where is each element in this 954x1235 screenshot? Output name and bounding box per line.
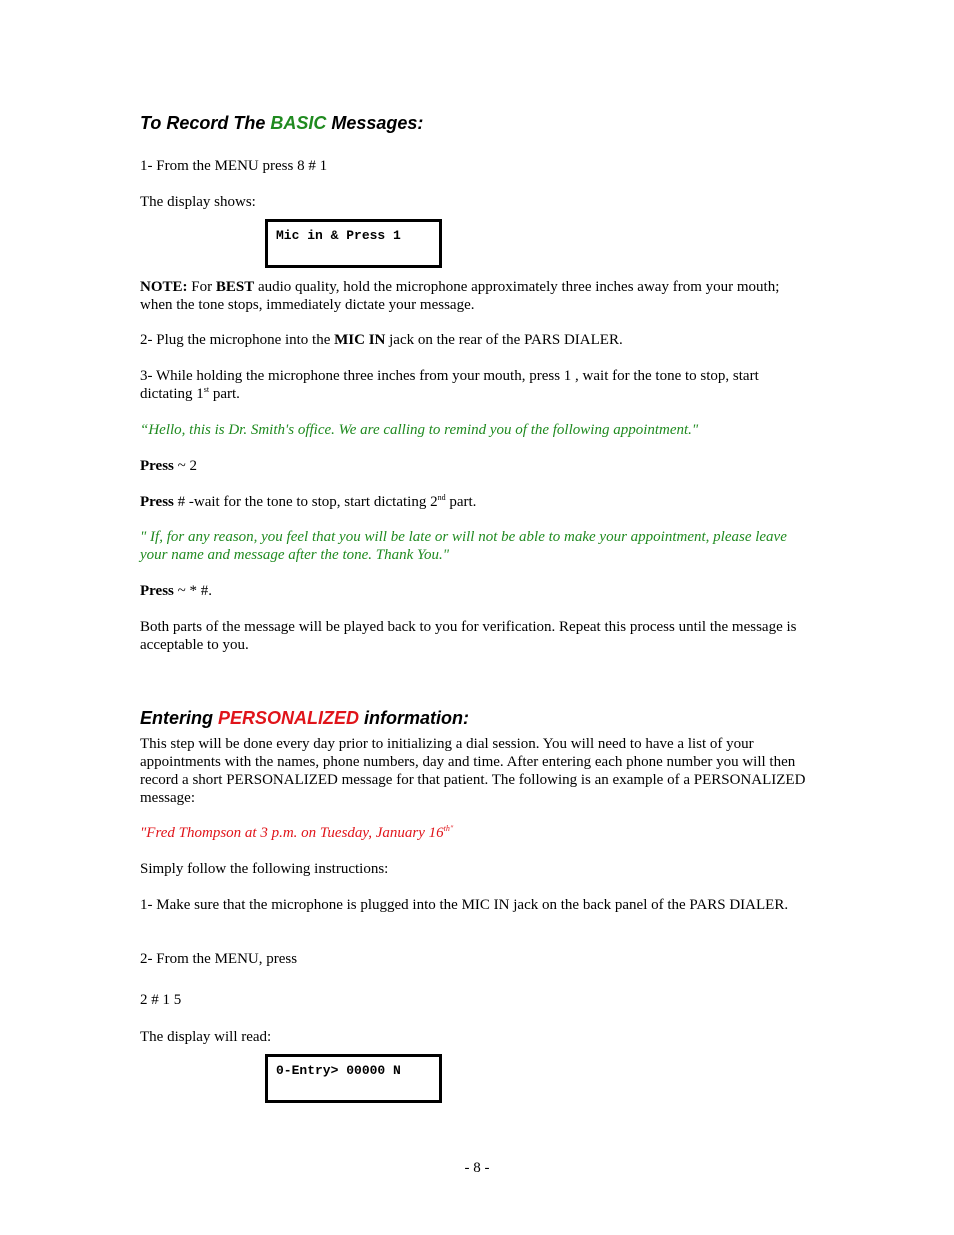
heading-text-end: Messages: — [326, 113, 424, 133]
lcd-display-text: 0-Entry> 00000 N — [276, 1063, 401, 1078]
note-label: NOTE: — [140, 279, 188, 295]
note-text: For — [187, 279, 216, 295]
heading-highlight-basic: BASIC — [270, 113, 327, 133]
heading-text: Entering — [140, 708, 219, 728]
basic-step-2 — [140, 331, 812, 349]
press-superscript: nd — [437, 493, 446, 502]
display-will-read-label: The display will read: — [140, 1029, 272, 1045]
press-label: Press — [140, 458, 174, 474]
press-tilde-star-hash — [140, 582, 812, 600]
press-label: Press — [140, 494, 174, 510]
personalized-heading — [140, 707, 812, 729]
step3-superscript: st — [203, 385, 210, 394]
note-text-rest: audio quality, hold the microphone approximately three inches away from your mouth; when the tone stops, immediately dictate your message. — [140, 279, 780, 313]
press-text-end: part. — [445, 494, 477, 510]
lcd-display-text: Mic in & Press 1 — [276, 228, 401, 243]
press-tilde-2 — [140, 457, 812, 475]
press-value: ~ * #. — [173, 583, 213, 599]
press-text: # -wait for the tone to stop, start dictating 2 — [173, 494, 438, 510]
personalized-step-1: 1- Make sure that the microphone is plugged into the MIC IN jack on the back panel of the PARS DIALER. — [140, 897, 789, 913]
press-hash-part-2 — [140, 493, 812, 511]
personalized-step-2: 2- From the MENU, press — [140, 951, 298, 967]
playback-paragraph: Both parts of the message will be played back to you for verification. Repeat this process until the message is acceptable to you. — [140, 619, 797, 653]
heading-highlight-personalized: PERSONALIZED — [218, 708, 360, 728]
mic-in-label: MIC IN — [334, 332, 386, 348]
step2-text: 2- Plug the microphone into the — [140, 332, 335, 348]
press-value: ~ 2 — [173, 458, 198, 474]
step2-text-end: jack on the rear of the PARS DIALER. — [385, 332, 623, 348]
heading-text: To Record The — [140, 113, 271, 133]
display-shows-label: The display shows: — [140, 194, 256, 210]
quote-part-2: " If, for any reason, you feel that you will be late or will not be able to make your appointment, please leave your name and message after the tone. Thank You." — [140, 529, 787, 563]
example-text: "Fred Thompson at 3 p.m. on Tuesday, January 16 — [140, 825, 444, 841]
note-best: BEST — [215, 279, 255, 295]
press-label: Press — [140, 583, 174, 599]
personalized-example — [140, 824, 812, 842]
key-sequence: 2 # 1 5 — [140, 992, 182, 1008]
page-number: - 8 - — [464, 1160, 490, 1176]
personalized-intro: This step will be done every day prior to initializing a dial session. You will need to have a list of your appointments with the names, phone numbers, day and time. After entering each phone number you will then record a short PERSONALIZED message for that patient. The following is an example of a PERSONALIZED message: — [140, 736, 806, 806]
follow-instructions: Simply follow the following instructions: — [140, 861, 389, 877]
lcd-display-basic — [265, 219, 442, 268]
basic-step-1: 1- From the MENU press 8 # 1 — [140, 158, 328, 174]
quote-part-1: “Hello, this is Dr. Smith's office. We are calling to remind you of the following appointment." — [140, 422, 699, 438]
basic-step-3 — [140, 367, 812, 403]
step3-text-end: part. — [209, 386, 240, 402]
basic-messages-heading — [140, 112, 812, 134]
step3-text: 3- While holding the microphone three inches from your mouth, press 1 , wait for the tone to stop, start dictating 1 — [140, 368, 759, 402]
note-paragraph — [140, 278, 812, 314]
example-superscript: th" — [443, 824, 454, 833]
heading-text-end: information: — [359, 708, 470, 728]
lcd-display-entry — [265, 1054, 442, 1103]
